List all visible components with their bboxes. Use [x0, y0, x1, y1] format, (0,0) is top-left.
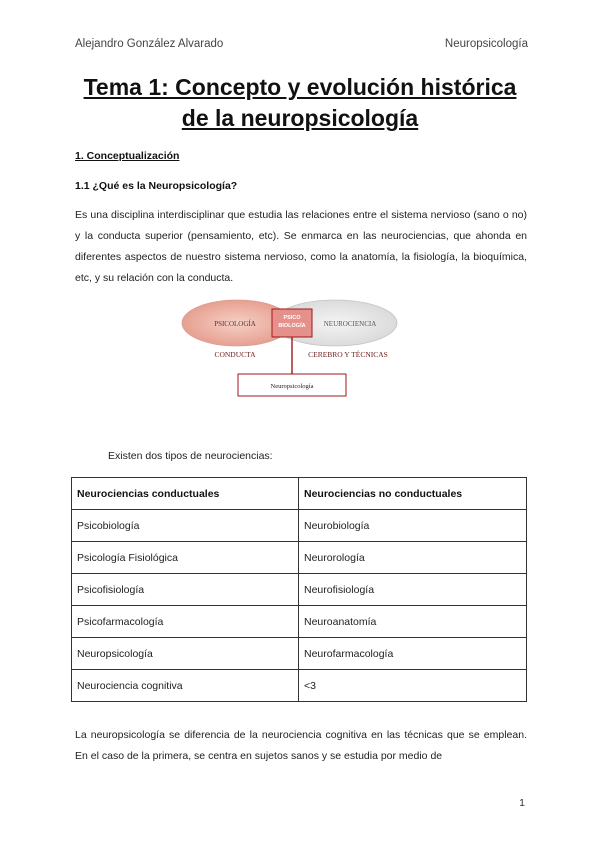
- table-row: [72, 542, 527, 574]
- table-cell: Neuroanatomía: [299, 606, 527, 638]
- header-author: Alejandro González Alvarado: [75, 38, 224, 50]
- table-row: [72, 670, 527, 702]
- neuropsicologia-box-label: Neuropsicología: [270, 383, 314, 390]
- neuroscience-table: [71, 477, 527, 702]
- intro-paragraph: Es una disciplina interdisciplinar que estudia las relaciones entre el sistema nervioso (sano o no) y la conducta superior (pensamiento, etc). Se enmarca en las neurociencias, que ahonda en diferentes aspectos de nuestro sistema nervioso, como la anatomía, la fisiología, la bioquímica, etc, y su relación con la conducta.: [75, 209, 527, 284]
- psicobiologia-label-1: PSICO: [283, 315, 301, 321]
- page-title-line-2: de la neuropsicología: [181, 105, 419, 131]
- table-cell: Neurociencia cognitiva: [72, 670, 299, 702]
- table-header-cell: Neurociencias conductuales: [72, 478, 299, 510]
- table-cell: Neurobiología: [299, 510, 527, 542]
- table-cell: Neurorología: [299, 542, 527, 574]
- header-subject: Neuropsicología: [444, 38, 528, 50]
- conducta-caption: CONDUCTA: [214, 350, 256, 359]
- page-title-line-1: Tema 1: Concepto y evolución histórica: [83, 74, 517, 100]
- table-cell: Psicobiología: [72, 510, 299, 542]
- table-intro: Existen dos tipos de neurociencias:: [108, 450, 273, 462]
- section-heading: 1. Conceptualización: [75, 150, 180, 162]
- table-cell: Psicofisiología: [72, 574, 299, 606]
- table-cell: Neurofisiología: [299, 574, 527, 606]
- subsection-heading: 1.1 ¿Qué es la Neuropsicología?: [75, 180, 238, 192]
- table-cell: <3: [299, 670, 527, 702]
- table-cell: Psicología Fisiológica: [72, 542, 299, 574]
- table-cell: Neurofarmacología: [299, 638, 527, 670]
- table-cell: Psicofarmacología: [72, 606, 299, 638]
- cerebro-tecnicas-caption: CEREBRO Y TÉCNICAS: [308, 350, 388, 359]
- table-cell: Neuropsicología: [72, 638, 299, 670]
- page-title: [40, 72, 560, 134]
- table-row: [72, 638, 527, 670]
- venn-diagram: [180, 298, 420, 402]
- page-number: 1: [519, 797, 525, 809]
- closing-paragraph: La neuropsicología se diferencia de la neurociencia cognitiva en las técnicas que se emplean. En el caso de la primera, se centra en sujetos sanos y se estudia por medio de: [75, 729, 527, 762]
- table-row: [72, 606, 527, 638]
- table-header-row: [72, 478, 527, 510]
- table-header-cell: Neurociencias no conductuales: [299, 478, 527, 510]
- psicologia-label: PSICOLOGÍA: [214, 320, 256, 328]
- psicobiologia-label-2: BIOLOGÍA: [278, 323, 306, 329]
- table-row: [72, 574, 527, 606]
- neurociencia-label: NEUROCIENCIA: [323, 320, 377, 328]
- table-row: [72, 510, 527, 542]
